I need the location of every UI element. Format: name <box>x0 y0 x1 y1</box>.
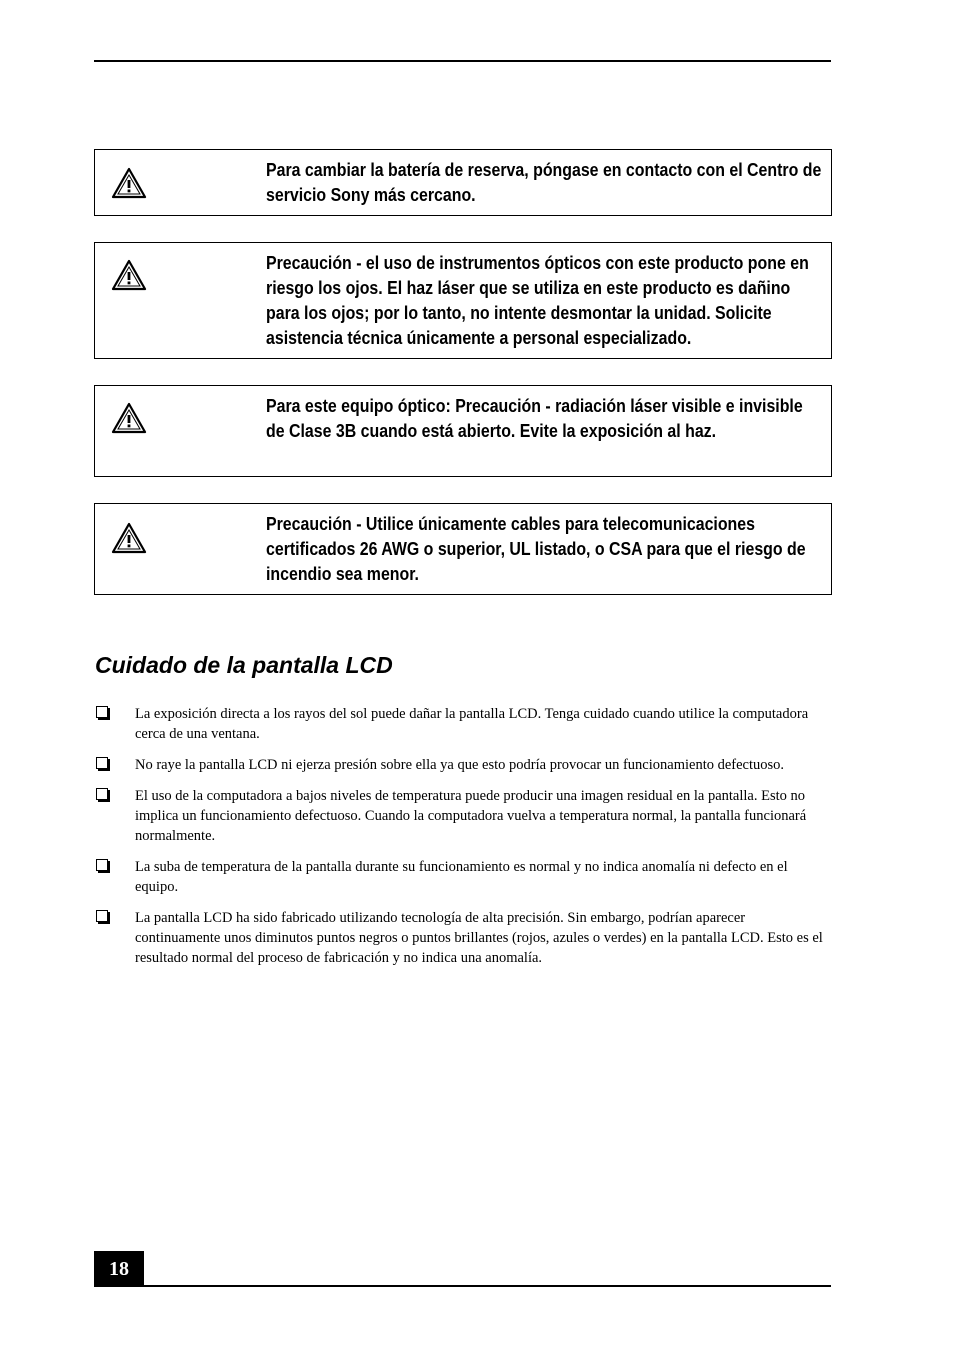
checkbox-bullet-icon <box>96 910 108 922</box>
warning-triangle-icon <box>111 259 147 291</box>
checkbox-bullet-icon <box>96 788 108 800</box>
warning-triangle-icon <box>111 402 147 434</box>
list-item-text: No raye la pantalla LCD ni ejerza presión sobre ella ya que esto podría provocar un funcionamiento defectuoso. <box>135 757 785 773</box>
bullet-list <box>94 704 834 979</box>
warning-box-4 <box>94 503 832 595</box>
warning-triangle-icon <box>111 522 147 554</box>
warning-triangle-icon <box>111 167 147 199</box>
checkbox-bullet-icon <box>96 859 108 871</box>
section-title: Cuidado de la pantalla LCD <box>95 652 393 678</box>
list-item-text: La exposición directa a los rayos del sol puede dañar la pantalla LCD. Tenga cuidado cuando utilice la computadora cerca de una ventana. <box>135 706 809 742</box>
warning-text: Para cambiar la batería de reserva, póngase en contacto con el Centro de servicio Sony más cercano. <box>266 159 822 205</box>
checkbox-bullet-icon <box>96 757 108 769</box>
list-item <box>94 786 834 846</box>
warning-box-1 <box>94 149 832 216</box>
list-item <box>94 704 834 744</box>
warning-box-3 <box>94 385 832 477</box>
header-rule <box>94 60 831 62</box>
warning-text: Para este equipo óptico: Precaución - radiación láser visible e invisible de Clase 3B cuando está abierto. Evite la exposición al haz. <box>266 395 803 441</box>
warning-text: Precaución - Utilice únicamente cables para telecomunicaciones certificados 26 AWG o superior, UL listado, o CSA para que el riesgo de incendio sea menor. <box>266 513 806 584</box>
list-item-text: La suba de temperatura de la pantalla durante su funcionamiento es normal y no indica anomalía ni defecto en el equipo. <box>135 859 788 895</box>
page-number: 18 <box>94 1251 144 1287</box>
list-item-text: La pantalla LCD ha sido fabricado utilizando tecnología de alta precisión. Sin embargo, podrían aparecer continuamente unos diminutos puntos negros o puntos brillantes (rojos, azules o verdes) en la pantalla LCD. Esto es el resultado normal del proceso de fabricación y no indica una anomalía. <box>135 910 823 966</box>
warning-box-2 <box>94 242 832 359</box>
warning-text: Precaución - el uso de instrumentos ópticos con este producto pone en riesgo los ojos. El haz láser que se utiliza en este producto es dañino para los ojos; por lo tanto, no intente desmontar la unidad. Solicite asistencia técnica únicamente a personal especializado. <box>266 252 809 348</box>
list-item <box>94 755 834 775</box>
checkbox-bullet-icon <box>96 706 108 718</box>
list-item <box>94 857 834 897</box>
footer-rule <box>94 1285 831 1287</box>
list-item-text: El uso de la computadora a bajos niveles de temperatura puede producir una imagen residual en la pantalla. Esto no implica un funcionamiento defectuoso. Cuando la computadora vuelva a temperatura normal, la pantalla funcionará normalmente. <box>135 788 807 844</box>
list-item <box>94 908 834 968</box>
